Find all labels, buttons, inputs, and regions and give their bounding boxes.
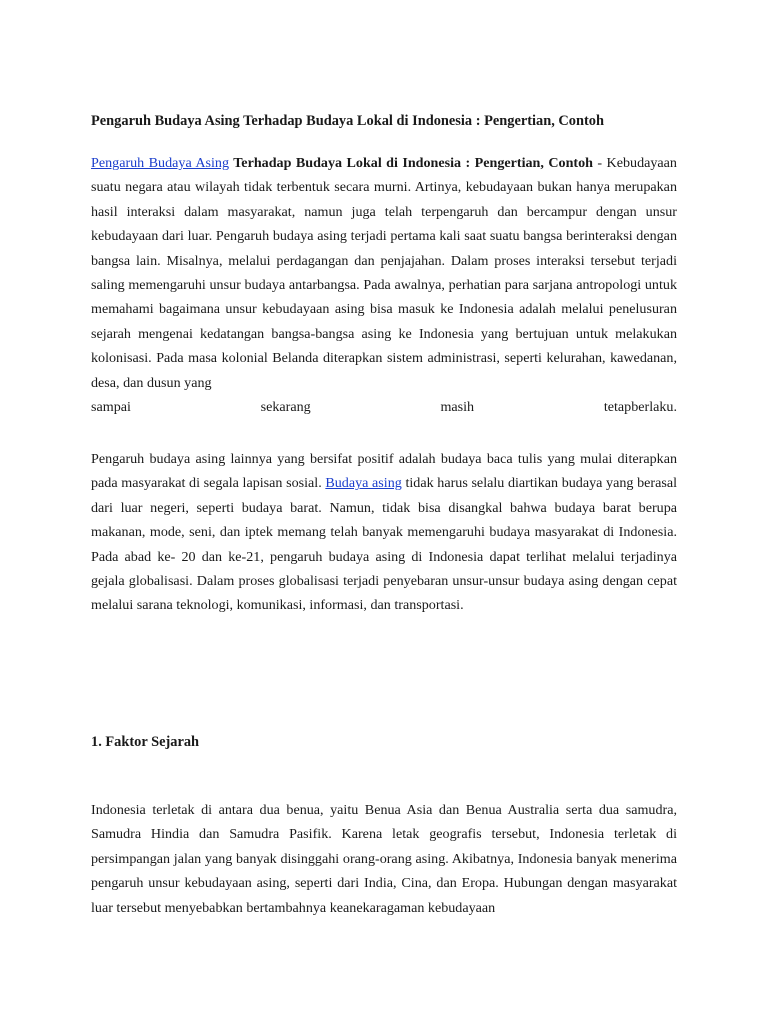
intro-dash: - [593,155,607,171]
pengaruh-budaya-asing-link[interactable]: Pengaruh Budaya Asing [91,155,230,171]
paragraph-positive-influence [91,447,677,618]
paragraph-intro [91,151,677,395]
budaya-asing-link[interactable]: Budaya asing [325,475,402,492]
intro-bold-heading: Terhadap Budaya Lokal di Indonesia : Pengertian, Contoh [229,155,593,171]
document-title: Pengaruh Budaya Asing Terhadap Budaya Lokal di Indonesia : Pengertian, Contoh [91,113,605,129]
paragraph2-text-after-link: tidak harus selalu diartikan budaya yang berasal dari luar negeri, seperti budaya barat. Namun, tidak bisa disangkal bahwa budaya barat berupa makanan, mode, seni, dan iptek memang telah banyak memengaruhi budaya masyarakat di Indonesia. Pada abad ke- 20 dan ke-21, pengaruh budaya asing di Indonesia dapat terlihat melalui terjadinya gejala globalisasi. Dalam proses globalisasi terjadi penyebaran unsur-unsur budaya asing dengan cepat melalui sarana teknologi, komunikasi, informasi, dan transportasi. [91,475,677,614]
paragraph2-text-before-link: Pengaruh budaya asing lainnya yang bersifat positif adalah budaya baca tulis yang mulai diterapkan pada masyarakat di segala lapisan sosial. [91,451,677,492]
intro-body-text: Kebudayaan suatu negara atau wilayah tidak terbentuk secara murni. Artinya, kebudayaan bukan hanya merupakan hasil interaksi dalam masyarakat, namun juga telah terpengaruh dan bercampur dengan unsur kebudayaan dari luar. Pengaruh budaya asing terjadi pertama kali saat suatu bangsa berinteraksi dengan bangsa lain. Misalnya, melalui perdagangan dan penjajahan. Dalam proses interaksi tersebut terjadi saling memengaruhi unsur budaya antarbangsa. Pada awalnya, perhatian para sarjana antropologi untuk memahami bagaimana unsur kebudayaan asing bisa masuk ke Indonesia adalah melalui penelusuran sejarah mengenai kedatangan bangsa-bangsa asing ke Indonesia yang bertujuan untuk melakukan kolonisasi. Pada masa kolonial Belanda diterapkan sistem administrasi, seperti kelurahan, kawedanan, desa, dan dusun yang [91,155,677,391]
paragraph-faktor-sejarah: Indonesia terletak di antara dua benua, yaitu Benua Asia dan Benua Australia serta dua samudra, Samudra Hindia dan Samudra Pasifik. Karena letak geografis tersebut, Indonesia terletak di persimpangan jalan yang banyak disinggahi orang-orang asing. Akibatnya, Indonesia banyak menerima pengaruh unsur kebudayaan asing, seperti dari India, Cina, dan Eropa. Hubungan dengan masyarakat luar tersebut menyebabkan bertambahnya keanekaragaman kebudayaan [91,802,677,916]
section-heading-faktor-sejarah: 1. Faktor Sejarah [91,734,200,750]
intro-last-line: sampai sekarang masih tetapberlaku. [91,399,677,415]
